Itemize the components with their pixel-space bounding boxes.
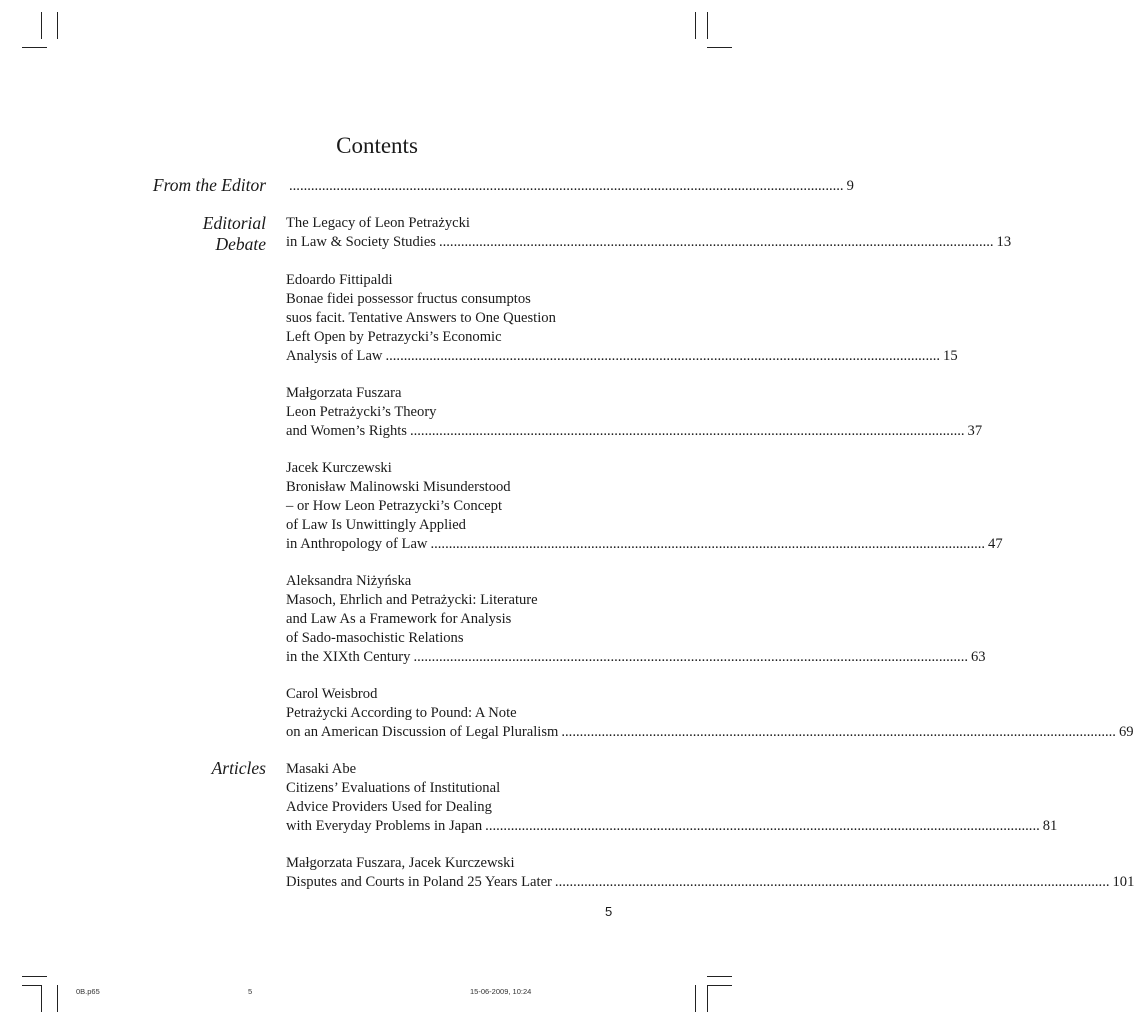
page-number: 69 [1118,723,1134,740]
slug-file: 0B.p65 [76,987,100,996]
toc-leader-line [286,817,1058,836]
entry-line: – or How Leon Petrazycki’s Concept [286,497,503,514]
page-title: Contents [336,133,418,158]
page-number: 15 [943,347,958,364]
toc-leader-line [286,535,1003,554]
toc-leader-line [286,347,958,366]
crop-mark [41,12,42,39]
leader-dots: ........................................................................................................................................................ [385,347,941,364]
page-number: 81 [1042,817,1058,834]
toc-entry [286,214,1012,252]
leader-dots: ........................................................................................................................................................ [554,873,1110,890]
page-number: 47 [988,535,1003,552]
entry-line: of Law Is Unwittingly Applied [286,516,466,533]
page-number: 101 [1112,873,1134,890]
entry-title: on an American Discussion of Legal Pluralism [286,723,559,740]
crop-mark [695,985,696,1012]
toc-leader-line [286,233,1012,252]
entry-author: Carol Weisbrod [286,686,378,702]
entry-line: The Legacy of Leon Petrażycki [286,215,470,231]
crop-mark [707,976,732,977]
page-number: 9 [846,178,854,194]
toc-entry [286,685,1134,742]
leader-dots: ........................................................................................................................................................ [430,535,986,552]
crop-mark [41,985,42,1012]
toc-leader-line [286,422,983,441]
toc-entry [286,384,983,441]
toc-leader-line [286,723,1134,742]
section-label-line: Editorial [202,213,266,233]
section-label-line: Debate [215,234,266,254]
section-label-line: Articles [211,758,266,778]
entry-line: and Law As a Framework for Analysis [286,610,512,627]
entry-line: Citizens’ Evaluations of Institutional [286,779,501,796]
toc-entry [286,271,958,366]
toc-leader-line [286,648,986,667]
crop-mark [22,985,42,986]
entry-line: Advice Providers Used for Dealing [286,798,492,815]
entry-author: Jacek Kurczewski [286,460,392,476]
slug-datetime: 15-06-2009, 10:24 [470,987,532,996]
entry-author: Edoardo Fittipaldi [286,272,393,288]
page-folio: 5 [605,904,613,919]
crop-mark [707,47,732,48]
crop-mark [707,985,708,1012]
entry-title: in Law & Society Studies [286,233,436,250]
leader-dots: ........................................................................................................................................................ [561,723,1116,740]
leader-dots: ........................................................................................................................................................ [289,178,844,194]
entry-title: in Anthropology of Law [286,535,428,552]
page-number: 63 [971,648,986,665]
toc-entry [286,459,1003,554]
crop-mark [57,985,58,1012]
entry-title: Disputes and Courts in Poland 25 Years Later [286,873,552,890]
entry-line: Left Open by Petrazycki’s Economic [286,328,502,345]
leader-dots: ........................................................................................................................................................ [409,422,965,439]
crop-mark [22,976,47,977]
toc-entry [286,572,986,667]
entry-line: Bonae fidei possessor fructus consumptos [286,290,531,307]
entry-title: in the XIXth Century [286,648,411,665]
entry-title: with Everyday Problems in Japan [286,817,483,834]
entry-author: Aleksandra Niżyńska [286,573,412,589]
crop-mark [707,12,708,39]
leader-dots: ........................................................................................................................................................ [438,233,994,250]
page-number: 13 [996,233,1012,250]
section-label-line: From the Editor [152,175,266,195]
entry-title: and Women’s Rights [286,422,407,439]
entry-line: Leon Petrażycki’s Theory [286,403,437,420]
crop-mark [695,12,696,39]
entry-line: Bronisław Malinowski Misunderstood [286,478,511,495]
section-label-articles [106,758,266,779]
entry-line: suos facit. Tentative Answers to One Question [286,309,556,326]
entry-line: Petrażycki According to Pound: A Note [286,704,517,721]
entry-author: Małgorzata Fuszara [286,385,402,401]
slug-page: 5 [248,987,253,996]
crop-mark [57,12,58,39]
section-label-from-the-editor [106,175,266,196]
toc-leader-line [286,873,1134,892]
section-label-editorial-debate [106,213,266,255]
toc-entry [286,854,1134,892]
entry-line: Masoch, Ehrlich and Petrażycki: Literature [286,591,538,608]
entry-author: Masaki Abe [286,761,357,777]
crop-mark [707,985,732,986]
entry-title: Analysis of Law [286,347,383,364]
page-number: 37 [967,422,983,439]
crop-mark [22,47,47,48]
leader-dots: ........................................................................................................................................................ [485,817,1040,834]
toc-entry [286,760,1058,836]
toc-entry [286,177,854,196]
toc-leader-line [286,177,854,196]
entry-line: of Sado-masochistic Relations [286,629,464,646]
leader-dots: ........................................................................................................................................................ [413,648,968,665]
entry-author: Małgorzata Fuszara, Jacek Kurczewski [286,855,515,871]
